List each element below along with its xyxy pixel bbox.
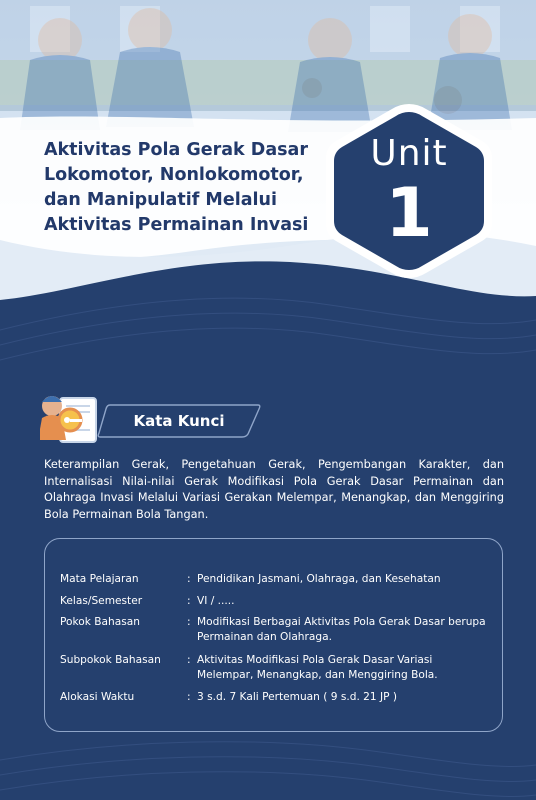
info-value: VI / ..... — [197, 595, 235, 607]
info-colon: : — [187, 654, 191, 666]
info-colon: : — [187, 616, 191, 628]
unit-word: Unit — [370, 133, 448, 174]
info-label: Mata Pelajaran — [60, 573, 139, 585]
info-value: Modifikasi Berbagai Aktivitas Pola Gerak Dasar berupa Permainan dan Olahraga. — [197, 616, 486, 643]
info-label: Pokok Bahasan — [60, 616, 140, 628]
info-value: Aktivitas Modifikasi Pola Gerak Dasar Variasi Melempar, Menangkap, dan Menggiring Bola. — [197, 654, 438, 681]
keyword-text: Keterampilan Gerak, Pengetahuan Gerak, Pengembangan Karakter, dan Internalisasi Nilai-nilai Gerak Modifikasi Pola Gerak Dasar Permainan dan Olahraga Invasi Melalui Variasi Gerakan Melempar, Menangkap, dan Menggiring Bola Permainan Bola Tangan. — [44, 458, 504, 521]
info-label: Subpokok Bahasan — [60, 654, 161, 666]
info-colon: : — [187, 595, 191, 607]
info-colon: : — [187, 573, 191, 585]
info-label: Alokasi Waktu — [60, 691, 135, 703]
info-label: Kelas/Semester — [60, 595, 143, 607]
keyword-heading: Kata Kunci — [133, 412, 225, 430]
title-line-4: Aktivitas Permainan Invasi — [44, 215, 309, 235]
info-value: 3 s.d. 7 Kali Pertemuan ( 9 s.d. 21 JP ) — [197, 691, 398, 703]
title-line-3: dan Manipulatif Melalui — [44, 190, 277, 210]
unit-badge — [322, 100, 496, 282]
title-line-2: Lokomotor, Nonlokomotor, — [44, 165, 304, 185]
unit-number: 1 — [385, 174, 433, 253]
chapter-title — [44, 138, 314, 238]
info-value: Pendidikan Jasmani, Olahraga, dan Kesehatan — [197, 573, 441, 585]
info-colon: : — [187, 691, 191, 703]
title-line-1: Aktivitas Pola Gerak Dasar — [44, 140, 308, 160]
keyword-mascot-icon — [40, 392, 102, 446]
